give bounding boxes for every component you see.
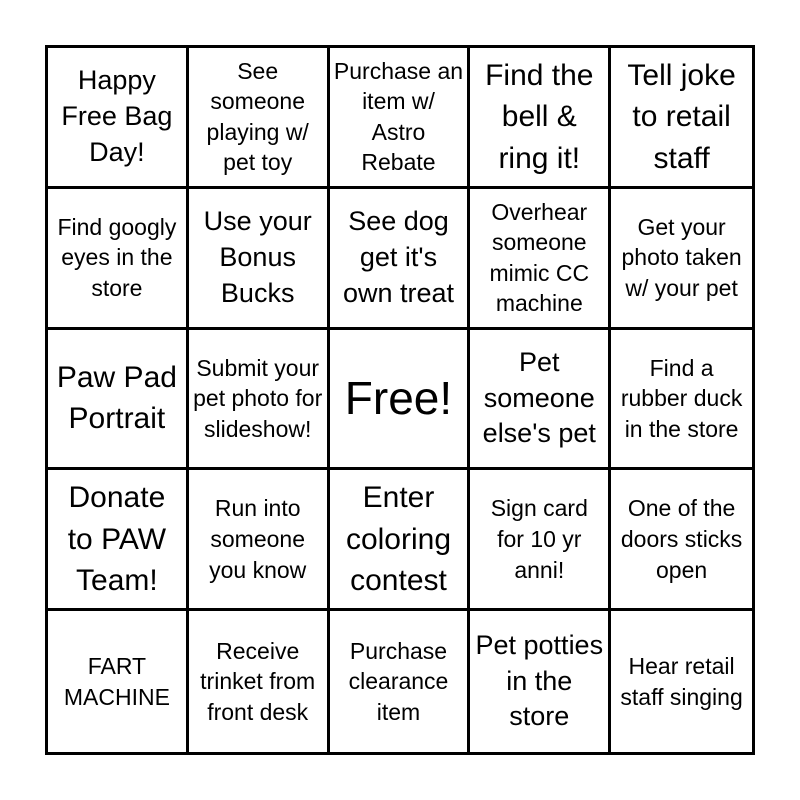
bingo-cell-text: Free! bbox=[344, 372, 453, 425]
bingo-cell-text: Pet potties in the store bbox=[475, 630, 604, 732]
bingo-cell-text: Submit your pet photo for slideshow! bbox=[193, 354, 323, 442]
bingo-cell-i5[interactable] bbox=[189, 611, 330, 752]
bingo-cell-text: Pet someone else's pet bbox=[482, 347, 596, 449]
bingo-cell-text: Run into someone you know bbox=[209, 495, 307, 583]
bingo-cell-o2[interactable] bbox=[611, 189, 752, 330]
bingo-cell-b1[interactable] bbox=[48, 48, 189, 189]
bingo-cell-o5[interactable] bbox=[611, 611, 752, 752]
bingo-cell-text: See someone playing w/ pet toy bbox=[206, 57, 309, 176]
bingo-cell-text: Overhear someone mimic CC machine bbox=[489, 198, 590, 317]
bingo-cell-g2[interactable] bbox=[470, 189, 611, 330]
bingo-board bbox=[45, 45, 755, 755]
bingo-cell-g3[interactable] bbox=[470, 330, 611, 471]
bingo-cell-i1[interactable] bbox=[189, 48, 330, 189]
bingo-cell-text: Hear retail staff singing bbox=[620, 653, 743, 710]
bingo-cell-n5[interactable] bbox=[330, 611, 471, 752]
bingo-cell-n1[interactable] bbox=[330, 48, 471, 189]
bingo-cell-g4[interactable] bbox=[470, 470, 611, 611]
bingo-cell-b2[interactable] bbox=[48, 189, 189, 330]
bingo-cell-text: Tell joke to retail staff bbox=[627, 58, 736, 175]
bingo-cell-text: Find googly eyes in the store bbox=[57, 213, 177, 301]
bingo-cell-text: Enter coloring contest bbox=[345, 481, 452, 597]
bingo-cell-text: Use your Bonus Bucks bbox=[203, 206, 312, 308]
bingo-cell-text: Find the bell & ring it! bbox=[485, 58, 594, 175]
bingo-cell-g1[interactable] bbox=[470, 48, 611, 189]
bingo-cell-i3[interactable] bbox=[189, 330, 330, 471]
bingo-cell-text: Paw Pad Portrait bbox=[56, 361, 177, 436]
bingo-cell-n4[interactable] bbox=[330, 470, 471, 611]
bingo-cell-b5[interactable] bbox=[48, 611, 189, 752]
bingo-cell-text: Receive trinket from front desk bbox=[200, 637, 316, 725]
bingo-cell-text: FART MACHINE bbox=[63, 653, 170, 710]
bingo-cell-text: Purchase an item w/ Astro Rebate bbox=[333, 57, 464, 176]
bingo-cell-o1[interactable] bbox=[611, 48, 752, 189]
bingo-cell-g5[interactable] bbox=[470, 611, 611, 752]
bingo-cell-text: Get your photo taken w/ your pet bbox=[621, 213, 742, 301]
bingo-cell-text: Happy Free Bag Day! bbox=[61, 65, 173, 167]
bingo-cell-text: One of the doors sticks open bbox=[620, 495, 743, 583]
bingo-cell-i2[interactable] bbox=[189, 189, 330, 330]
bingo-cell-i4[interactable] bbox=[189, 470, 330, 611]
bingo-cell-text: Donate to PAW Team! bbox=[67, 481, 167, 597]
bingo-cell-text: Purchase clearance item bbox=[348, 637, 449, 725]
bingo-cell-text: Find a rubber duck in the store bbox=[620, 354, 743, 442]
bingo-cell-o3[interactable] bbox=[611, 330, 752, 471]
bingo-cell-b4[interactable] bbox=[48, 470, 189, 611]
bingo-cell-o4[interactable] bbox=[611, 470, 752, 611]
bingo-cell-n2[interactable] bbox=[330, 189, 471, 330]
bingo-free-space[interactable] bbox=[330, 330, 471, 471]
bingo-cell-text: See dog get it's own treat bbox=[342, 206, 455, 308]
bingo-cell-b3[interactable] bbox=[48, 330, 189, 471]
bingo-cell-text: Sign card for 10 yr anni! bbox=[490, 495, 588, 583]
